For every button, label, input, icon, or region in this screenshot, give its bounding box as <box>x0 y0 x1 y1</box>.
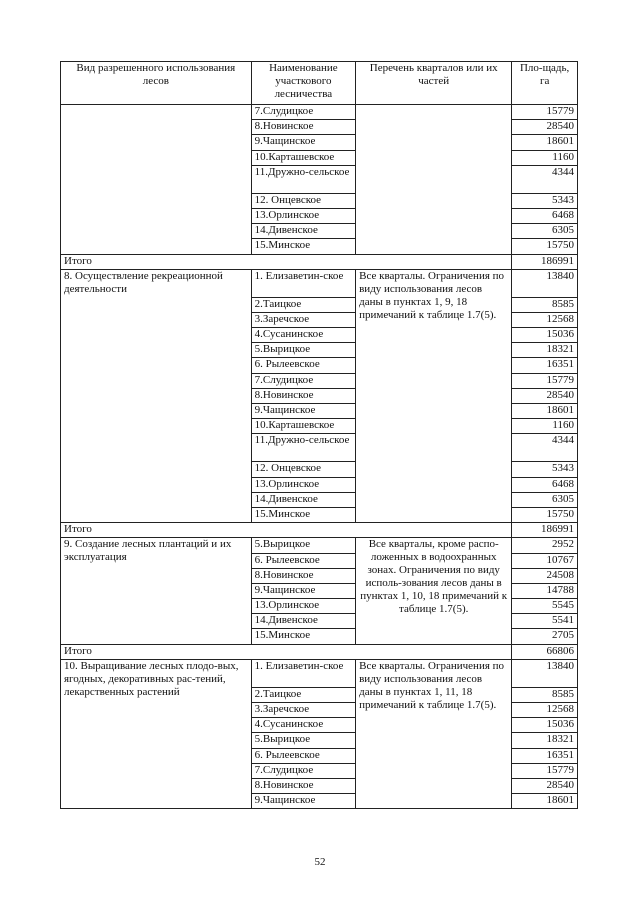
area-value: 4344 <box>512 434 578 462</box>
quarters-cell <box>356 105 512 255</box>
district-name: 4.Сусанинское <box>251 328 355 343</box>
district-name: 6. Рылеевское <box>251 358 355 373</box>
district-name: 6. Рылеевское <box>251 748 355 763</box>
area-value: 18601 <box>512 794 578 809</box>
header-area: Пло-щадь, га <box>512 62 578 105</box>
district-name: 7.Слудицкое <box>251 105 355 120</box>
district-name: 14.Дивенское <box>251 492 355 507</box>
area-value: 12568 <box>512 703 578 718</box>
area-value: 18601 <box>512 404 578 419</box>
header-quarters: Перечень кварталов или их частей <box>356 62 512 105</box>
total-value: 66806 <box>512 644 578 659</box>
table-row <box>61 105 578 120</box>
area-value: 15779 <box>512 105 578 120</box>
district-name: 7.Слудицкое <box>251 373 355 388</box>
area-value: 5343 <box>512 193 578 208</box>
district-name: 5.Вырицкое <box>251 538 355 553</box>
area-value: 28540 <box>512 388 578 403</box>
district-name: 4.Сусанинское <box>251 718 355 733</box>
total-label: Итого <box>61 254 512 269</box>
page-number: 52 <box>314 856 326 868</box>
area-value: 15779 <box>512 373 578 388</box>
district-name: 9.Чащинское <box>251 404 355 419</box>
district-name: 1. Елизаветин-ское <box>251 659 355 687</box>
table-body <box>61 105 578 809</box>
district-name: 10.Карташевское <box>251 150 355 165</box>
area-value: 5541 <box>512 614 578 629</box>
district-name: 12. Онцевское <box>251 193 355 208</box>
district-name: 6. Рылеевское <box>251 553 355 568</box>
area-value: 5343 <box>512 462 578 477</box>
area-value: 6305 <box>512 224 578 239</box>
area-value: 6305 <box>512 492 578 507</box>
area-value: 10767 <box>512 553 578 568</box>
district-name: 8.Новинское <box>251 388 355 403</box>
district-name: 11.Дружно-сельское <box>251 165 355 193</box>
area-value: 28540 <box>512 778 578 793</box>
table-header-row <box>61 62 578 105</box>
area-value: 12568 <box>512 312 578 327</box>
district-name: 15.Минское <box>251 507 355 522</box>
use-type-cell: 9. Создание лесных плантаций и их эксплуатация <box>61 538 252 644</box>
use-type-cell <box>61 105 252 255</box>
quarters-cell: Все кварталы. Ограничения по виду использования лесов даны в пунктах 1, 11, 18 примечаний к таблице 1.7(5). <box>356 659 512 809</box>
area-value: 6468 <box>512 208 578 223</box>
district-name: 8.Новинское <box>251 120 355 135</box>
area-value: 18321 <box>512 733 578 748</box>
area-value: 2952 <box>512 538 578 553</box>
district-name: 8.Новинское <box>251 778 355 793</box>
use-type-cell: 8. Осуществление рекреационной деятельности <box>61 269 252 522</box>
area-value: 8585 <box>512 297 578 312</box>
area-value: 8585 <box>512 687 578 702</box>
district-name: 11.Дружно-сельское <box>251 434 355 462</box>
use-type-cell: 10. Выращивание лесных плодо-вых, ягодных, декоративных рас-тений, лекарственных растений <box>61 659 252 809</box>
area-value: 4344 <box>512 165 578 193</box>
area-value: 28540 <box>512 120 578 135</box>
total-value: 186991 <box>512 523 578 538</box>
area-value: 15779 <box>512 763 578 778</box>
area-value: 1160 <box>512 150 578 165</box>
area-value: 5545 <box>512 599 578 614</box>
area-value: 2705 <box>512 629 578 644</box>
district-name: 5.Вырицкое <box>251 343 355 358</box>
district-name: 3.Заречское <box>251 312 355 327</box>
area-value: 16351 <box>512 358 578 373</box>
district-name: 13.Орлинское <box>251 477 355 492</box>
total-value: 186991 <box>512 254 578 269</box>
total-row <box>61 254 578 269</box>
area-value: 24508 <box>512 568 578 583</box>
area-value: 13840 <box>512 659 578 687</box>
district-name: 9.Чащинское <box>251 583 355 598</box>
district-name: 15.Минское <box>251 629 355 644</box>
district-name: 10.Карташевское <box>251 419 355 434</box>
total-row <box>61 644 578 659</box>
area-value: 18601 <box>512 135 578 150</box>
district-name: 2.Таицкое <box>251 297 355 312</box>
area-value: 16351 <box>512 748 578 763</box>
table-row <box>61 538 578 553</box>
area-value: 6468 <box>512 477 578 492</box>
table-row <box>61 269 578 297</box>
header-district: Наименование участкового лесничества <box>251 62 355 105</box>
total-row <box>61 523 578 538</box>
area-value: 18321 <box>512 343 578 358</box>
area-value: 15750 <box>512 507 578 522</box>
district-name: 9.Чащинское <box>251 135 355 150</box>
area-value: 13840 <box>512 269 578 297</box>
district-name: 13.Орлинское <box>251 208 355 223</box>
area-value: 15750 <box>512 239 578 254</box>
district-name: 7.Слудицкое <box>251 763 355 778</box>
district-name: 12. Онцевское <box>251 462 355 477</box>
district-name: 14.Дивенское <box>251 614 355 629</box>
district-name: 5.Вырицкое <box>251 733 355 748</box>
header-use-type: Вид разрешенного использования лесов <box>61 62 252 105</box>
total-label: Итого <box>61 523 512 538</box>
table-row <box>61 659 578 687</box>
district-name: 9.Чащинское <box>251 794 355 809</box>
district-name: 3.Заречское <box>251 703 355 718</box>
district-name: 15.Минское <box>251 239 355 254</box>
district-name: 14.Дивенское <box>251 224 355 239</box>
total-label: Итого <box>61 644 512 659</box>
area-value: 1160 <box>512 419 578 434</box>
area-value: 14788 <box>512 583 578 598</box>
district-name: 13.Орлинское <box>251 599 355 614</box>
district-name: 8.Новинское <box>251 568 355 583</box>
forest-use-table <box>60 61 578 809</box>
district-name: 1. Елизаветин-ское <box>251 269 355 297</box>
quarters-cell: Все кварталы, кроме распо-ложенных в водоохранных зонах. Ограничения по виду исполь-зования лесов даны в пунктах 1, 10, 18 примечаний к таблице 1.7(5). <box>356 538 512 644</box>
area-value: 15036 <box>512 328 578 343</box>
district-name: 2.Таицкое <box>251 687 355 702</box>
area-value: 15036 <box>512 718 578 733</box>
quarters-cell: Все кварталы. Ограничения по виду использования лесов даны в пунктах 1, 9, 18 примечаний к таблице 1.7(5). <box>356 269 512 522</box>
